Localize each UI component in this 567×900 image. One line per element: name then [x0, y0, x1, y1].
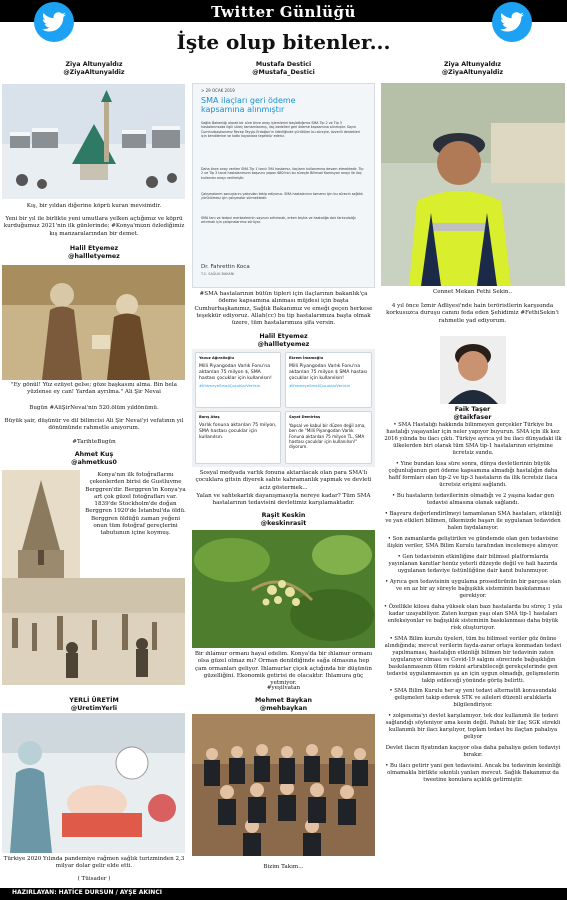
author-rasit: Raşit Keskin @keskinrasit: [260, 512, 307, 527]
tweet-card: Ekrem İmamoğlu Milli Piyangodan Varlık Fonu'na aktarılan 75 milyon $ SMA hastası çocuklar için kullanılsın! #İframeyeSmaliÇocuklarVerilsin: [285, 352, 372, 408]
hashtag: #TarihteBugün: [72, 439, 116, 445]
statement-signature: Dr. Fahrettin Koca: [201, 264, 250, 270]
thread-item: • SMA Bilim kurulu üyeleri, tüm bu bilimsel veriler göz önüne alındığında; mevcut verilerin fayda-zarar ortaya konmadan tedavi yapılmaması, hastalığın etkinliği bilimen bir tedavinin zaten uygulanıyor olması ve Covid-19 salgını sürecinde bağışıklığın baskılanmasının ölüm riskini artırabileceği gerekçelerinde gen tedavisi uygulanmasının şu an için uygun olmadığı, gelişmelerin takip edileceği yönünde görüş belirtti.: [384, 635, 562, 684]
author-mehmet: Mehmet Baykan @mehbaykan: [255, 697, 312, 712]
konya-winter-photo: [2, 84, 185, 199]
author-ziya-2: Ziya Altunyaldız @ZiyaAltunyaldiz: [441, 61, 504, 76]
thread-item: • Yine bundan kısa süre sonra, dünya devletlerinin büyük çoğunluğunun geri ödeme kapsamına almadığı hastalığın daha hafif formları olan tip-2 ve tip-3 hastaların da ilik ücretsiz ilaca ücretsiz erişimi sağlandı.: [388, 460, 558, 488]
caption: Türkiye 2020 Yılında pandemiye rağmen sağlık turizminden 2,3 milyar dolar gelir elde etti.: [3, 856, 185, 870]
sma-thread: [383, 422, 563, 884]
statement-body: Sağlık Bakanlığı olarak bir süre önce onay işlemlerini başlattığımız SMA Tip 2 ve Tip 3 hastalarımızda ilgili süreç tamamlanmış, ilaç bedelleri geri ödeme kapsamına alınmıştır. Sayın Cumhurbaşkanımız Recep Tayyip Erdoğan'ın liderliğinde yürütülen bu süreçte, özverili destekleri için kendilerine ve katkı koyanlara teşekkür ederiz.: [201, 121, 361, 138]
thread-item: • Bu ilacı getirir yani gen tedavisini. Ancak bu tedavinin kesinliği olmamakla birlikte sıkıntılı yanları mevcut. Sağlık Bakanımız da tweetine konulara açıklık getirmiştir.: [385, 763, 561, 784]
thread-item: • Gen tedavisinin etkinliğine dair bilimsel platformlarda yayınlanan kanıtlar henüz yeterli düzeyde değil ve hali hazırda uygulanan tedaviye üstünlüğüne dair kanıt bulunmuyor.: [388, 553, 558, 574]
dental-clinic-photo: [2, 713, 185, 853]
caption: Bizim Takım...: [263, 864, 304, 870]
statement-signature-title: T.C. SAĞLIK BAKANI: [201, 272, 235, 276]
statement-body: Daha önce onay verilen SMA Tip 1 tanılı 394 hastamız, ilaçların kullanımına devam etmektedir. Tip 2 ve Tip 3 tanılı hastalarımızın başvuru yapan 680'inin bu süreçte Bilimsel Komisyon onayı ile ilaç kullanımı onayı verilmiştir.: [201, 167, 364, 180]
thread-item: • Son zamanlarda geliştirilen ve gündemde olan gen tedavisine ilişkin veriler, SMA Bilim Kurulu tarafından incelemeye alınıyor.: [387, 535, 559, 549]
tweet-card: Yavuz Ağıralioğlu Milli Piyangodan Varlık Fonu'na aktarılan 75 milyon $, SMA hastası çocuklar için kullanılsın! #İframeyeSmaliÇocuklarVerilsin: [195, 352, 281, 408]
author-yerli-uretim: YERLİ ÜRETİM @UretimYerli: [69, 697, 119, 712]
statement-body: Çalışmalarım sonuçlarını yakından takip ediyoruz. SMA hastalarının tamamı için bu sürecin sağlıklı yürütülmesi için çalışmalar sürmektedir.: [201, 192, 364, 201]
ministry-statement-card: [192, 83, 375, 288]
caption: #SMA hastalarının bütün tipleri için ilaçlarının bakanlık'ça ödeme kapsamına alınması müjdesi için başta Cumhurbaşkanımız, Sağlık Bakanımız ve emeği geçen herkese teşekkür ediyoruz. Allah(cc) bu tip hastalarımıza başta olmak üzere, tüm hastalarımıza şifa versin.: [194, 291, 373, 327]
source: ( Tüisader ): [77, 876, 111, 882]
headline: İşte olup bitenler...: [176, 30, 391, 54]
statement-body: SMA tanı ve tedavi merkezlerinin sayısını arttırarak, erken teşhis ve hastalığa dair farkındalığı artırmak için çalışmalarımız sürüyor.: [201, 216, 356, 225]
historic-cemetery-photo: [2, 578, 185, 685]
caption: Bir ıhlamur ormanı hayal edelim. Konya'da bir ıhlamur ormanı olsa güzel olmaz mı? Orman denildiğinde sağa olmasına hep çam ormanları geliyor. Ihlamurlar çiçek açtığında bir düşünün güzelliğini. Ekonomik getirisi de olacaktır. Ihlamura güç yetmiyor.: [194, 651, 373, 687]
caption: Kış, bir yıldan diğerine köprü kuran mevsimdir.: [26, 203, 162, 209]
thread-item: • Başvuru değerlendirilmeyi tamamlanan SMA hastaları, etkinliği ve yan etkileri bilimen, ülkemizde başarı ile uygulanan tedaviden halen faydalanıyor.: [384, 510, 562, 531]
faik-taser-avatar: [440, 336, 506, 404]
author-ahmet: Ahmet Kuş @ahmetkus0: [71, 451, 117, 466]
linden-flowers-photo: [192, 530, 375, 648]
thread-item: • SMA Hastalığı hakkında bilinmeyen gerçekler Türkiye bu hastalığı yaşayanlar için neler yapıyor buyurun. SMA için ilk kez 2016 yılında bu ilacı çıktı. Türkiye ayrıca yıl bu ilacı dünyadaki ilk ülkelerden biri olarak tüm SMA tip-1 hastalarının erişimine ücretsiz sundu.: [384, 422, 562, 456]
author-halil-2: Halil Etyemez @hallletyemez: [257, 333, 310, 348]
caption: Yeni bir yıl ile birlikte yeni umutlara yelken açtığımız ve köprü kurduğumuz 2021'nin ilk günlerinde; #Konya'mızın özlediğimiz kış manzaralarından bir demet.: [3, 216, 185, 237]
hashtag: #yeşilvatan: [266, 685, 301, 691]
author-faik: Faik Taşer @taikfaser: [453, 406, 492, 421]
tweet-card: Barış Ataş Varlık fonuna aktarılan 75 milyon, SMA hastası çocuklar için kullanılsın.: [195, 411, 281, 464]
page-title: Twitter Günlüğü: [211, 3, 356, 21]
caption: Yalan ve sahtekarlık dayanışmasıyla nereye kadar? Tüm SMA hastalarının tedavisini devletimiz karşılamaktadır.: [196, 493, 371, 507]
fethi-sekin-photo: [381, 83, 565, 286]
thread-item: • zolgensma'yı devlet karşılamıyor. tek doz kullanımlı ile tedavi sağlandığı söyleniyor ama kesin değil. Pahalı bir ilaç SGK sürekli kullanımlı bir ilacı karşılıyor, toplam tedavi bu ilaçtan pahalıya geliyor: [385, 713, 561, 741]
konya-historic-tomb-photo: [2, 470, 80, 580]
caption: Cennet Mekan Fethi Sekin..: [432, 289, 513, 295]
caption: "Ey gönül! Yüz ezüyet gelse; göze başkasını alma. Bin bela yüzlense ey can! Yardan ayrılma." Ali Şir Nevai: [11, 382, 177, 396]
thread-item: • Ayrıca gen tedavisinin uygulama prosedürünün bir parçası olan ve en az bir ay süreyle bağışıklık sisteminin baskılanması gerekiyor.: [385, 578, 561, 599]
tweet-collage: [192, 349, 375, 467]
caption: Konya'nın ilk fotoğraflarını çekenlerden birisi de Gustluvme Berggren'dir. Berggren'in Konya'ya art çok güzel fotoğrafları var. 1839'de Stockholm'de doğan Berggren 1920'de İstanbul'da öldü. Berggren öldüğü zaman yeğeni onun tüm fotoğraf gereçlerini tabutunun içine koymuş.: [85, 472, 186, 537]
author-halil-1: Halil Etyemez @hallletyemez: [68, 245, 120, 260]
thread-item: • Özellikle kilosu daha yüksek olan bazı hastalarda bu süreç 1 yıla kadar uzayabiliyor. Zaten kurgan yaşı olan SMA tip-1 hastaları enfeksiyonlar ve bağışıklık sisteminin baskılanması daha büyük risk oluşturuyor.: [383, 603, 563, 631]
thread-item: Devlet ilacın fiyatından kaçıyor olsa daha pahalıya gelen tedaviyi bırakır.: [385, 745, 561, 759]
caption: Sosyal medyada varlık fonuna aktarılacak olan para SMA'lı çocuklara gitsin diyerek sahte kahramanlık yapmak ve devleti aciz göstermek...: [195, 470, 372, 491]
thread-item: • Bu hastaların tedavilerinin olmadığı ve 2 yaşına kadar gen tedavisi almasına olanak sağlandı.: [392, 492, 554, 506]
author-ziya-1: Ziya Altunyaldız @ZiyaAltunyaldiz: [63, 61, 125, 76]
caption: 4 yıl önce İzmir Adliyesi'nde hain teröristlerin karşısında korkusuzca duruşu canını feda eden Şehidimiz #FethiSekin'i rahmetle yad ediyorum.: [386, 303, 559, 324]
ali-sir-nevai-painting: [2, 265, 185, 380]
author-mustafa: Mustafa Destici @Mustafa_Destici: [252, 61, 315, 76]
footer-credits: HAZIRLAYAN: HATİCE DURSUN / AYŞE AKINCI: [12, 889, 162, 896]
caption: Bugün #AliŞirNevai'nin 520.ölüm yıldönümü.: [29, 405, 159, 411]
group-photo: [192, 714, 375, 856]
tweet-card: Sayat Demirtaş Yapsal ve kabul bir düzen değil ama, ben de "Milli Piyangodan Varlık Fonuna aktarılan 75 milyon TL, SMA hastası çocuklar için kullanılsın!" diyorum.: [285, 411, 372, 464]
statement-title: SMA ilaçları geri ödeme kapsamına alınmıştır: [201, 96, 296, 115]
statement-date: > 29 OCAK 2019: [201, 88, 235, 93]
caption: Büyük şair, düşünür ve dil bilimcisi Ali Şir Nevai'yi vefatının yıl dönümünde rahmetle anıyorum.: [4, 418, 184, 432]
thread-item: • SMA Bilim Kurulu her ay yeni tedavi alternatifi konusundaki gelişmeleri takip ederek STK ve aileleri düzenli aralıklarla bilgilendiriyor.: [389, 688, 557, 709]
